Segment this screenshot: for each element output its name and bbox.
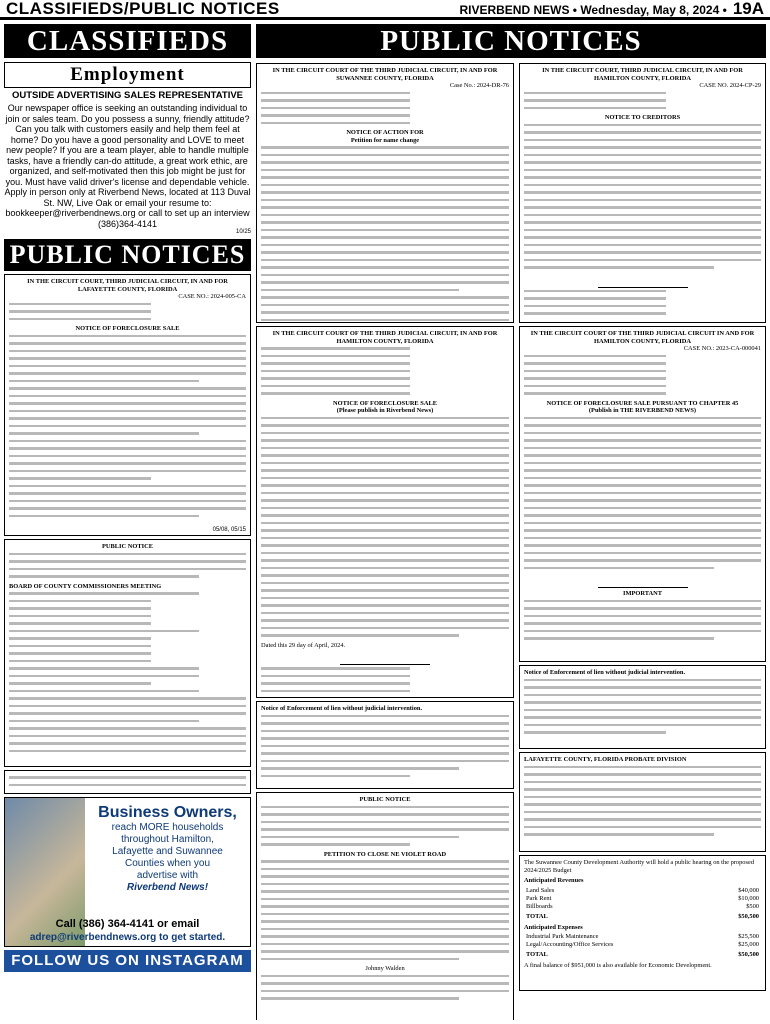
expense-total-label: TOTAL	[526, 951, 548, 959]
notice-heading: IN THE CIRCUIT COURT, THIRD JUDICIAL CIRCUIT, IN AND FOR LAFAYETTE COUNTY, FLORIDA	[27, 278, 228, 293]
notice-text-lines	[261, 417, 509, 637]
notice-text-lines	[524, 92, 761, 110]
employment-date: 10/25	[235, 229, 251, 235]
notice-budget-hearing	[519, 855, 766, 991]
notice-text-lines	[9, 553, 246, 578]
row-label: Legal/Accounting/Office Services	[526, 941, 614, 949]
notice-subtitle: (Publish in THE RIVERBEND NEWS)	[588, 407, 697, 415]
notice-signature-name: Johnny Walden	[365, 965, 405, 972]
notice-intro: The Suwannee County Development Authority will hold a public hearing on the proposed 2024/2025 Budget	[524, 859, 755, 874]
ad-line: Lafayette and Suwannee	[112, 846, 223, 857]
expense-heading: Anticipated Expenses	[524, 923, 583, 931]
notice-text-lines	[261, 806, 509, 846]
notice-road-closure	[256, 792, 514, 1020]
notice-text-lines	[524, 600, 761, 640]
employment-body: Our newspaper office is seeking an outstanding individual to join or sales team. Do you possess a sunny, friendly attitude? Can you talk with customers easily and help them feel at home? Do you have a good personality and LOVE to meet new people? If you are a team player, able to handle multiple tasks, have a friendly can-do attitude, a great work ethic, are organized, and self-motivated then this job might be just for you. Must have valid driver's license and dependable vehicle. Apply in person only at Riverbend News, located at 113 Duval St. NW, Live Oak or email your resume to: bookkeeper@riverbendnews.org or call to set up an interview (386)364-4141	[4, 103, 251, 229]
left-column	[4, 24, 251, 1020]
notice-title: LAFAYETTE COUNTY, FLORIDA PROBATE DIVISION	[524, 756, 687, 763]
notice-probate	[519, 752, 766, 852]
masthead	[459, 0, 764, 19]
notice-subtitle: (Please publish in Riverbend News)	[336, 407, 434, 414]
notice-text-lines	[9, 303, 246, 321]
notice-foreclosure-lafayette	[4, 274, 251, 536]
notice-case: Case No.: 2024-DR-76	[449, 82, 509, 89]
notice-text-lines	[524, 124, 761, 269]
notice-case: CASE NO.: 2023-CA-000041	[683, 345, 761, 352]
advertise-ad[interactable]	[4, 797, 251, 947]
notice-title: PUBLIC NOTICE	[102, 543, 153, 550]
table-row	[524, 913, 761, 921]
notice-title: NOTICE OF ACTION FOR	[346, 129, 424, 137]
ad-line: advertise with	[136, 870, 199, 881]
notice-heading: IN THE CIRCUIT COURT OF THE THIRD JUDICIAL CIRCUIT, IN AND FOR SUWANNEE COUNTY, FLORIDA	[272, 67, 498, 82]
notice-text-lines	[261, 92, 509, 125]
notice-text-lines	[524, 679, 761, 734]
notice-title: NOTICE OF FORECLOSURE SALE	[75, 325, 180, 333]
notice-text-lines	[261, 146, 509, 323]
notice-name-change	[256, 63, 514, 323]
notice-dated: Dated this 29 day of April, 2024.	[261, 641, 346, 649]
notice-text-lines	[524, 417, 761, 570]
ad-line: Counties when you	[124, 858, 211, 869]
row-value: $40,000	[738, 886, 759, 894]
notice-text-lines	[261, 667, 509, 698]
notice-text-lines	[524, 766, 761, 836]
notice-text-lines	[9, 592, 246, 752]
notice-heading: IN THE CIRCUIT COURT, THIRD JUDICIAL CIRCUIT, IN AND FOR HAMILTON COUNTY, FLORIDA	[542, 67, 743, 82]
expense-table	[524, 933, 761, 949]
revenue-heading: Anticipated Revenues	[524, 877, 584, 885]
page-header	[0, 0, 770, 20]
notice-case: CASE NO. 2024-CP-29	[699, 82, 761, 89]
notice-text-lines	[261, 975, 509, 1000]
instagram-banner[interactable]: FOLLOW US ON INSTAGRAM	[4, 950, 251, 972]
employment-title: OUTSIDE ADVERTISING SALES REPRESENTATIVE	[11, 90, 244, 101]
notice-case: CASE NO.: 2024-005-CA	[178, 293, 246, 300]
ad-headline: Business Owners,	[98, 804, 237, 821]
row-value: $25,000	[738, 941, 759, 949]
page-number: 19A	[732, 0, 764, 18]
revenue-total-label: TOTAL	[526, 912, 548, 920]
revenue-total-table	[524, 913, 761, 921]
row-value: $500	[746, 902, 759, 910]
right-column	[519, 60, 766, 1020]
notice-title: Notice of Enforcement of lien without judicial intervention.	[524, 669, 686, 676]
row-label: Billboards	[526, 902, 553, 910]
table-row	[524, 887, 761, 895]
table-row	[524, 941, 761, 949]
notice-text-lines	[261, 347, 509, 395]
public-notices-banner-top: PUBLIC NOTICES	[256, 24, 766, 58]
section-title: CLASSIFIEDS/PUBLIC NOTICES	[6, 0, 280, 18]
revenue-table	[524, 887, 761, 911]
notice-subtitle: BOARD OF COUNTY COMMISSIONERS MEETING	[9, 582, 162, 590]
notice-heading: IN THE CIRCUIT COURT OF THE THIRD JUDICIAL CIRCUIT IN AND FOR HAMILTON COUNTY, FLORIDA	[530, 330, 755, 345]
table-row	[524, 903, 761, 911]
notice-lien-enforcement-2	[519, 665, 766, 749]
notice-heading: IN THE CIRCUIT COURT OF THE THIRD JUDICIAL CIRCUIT, IN AND FOR HAMILTON COUNTY, FLORIDA	[272, 330, 498, 345]
signature	[598, 574, 688, 588]
notice-text-lines	[524, 355, 761, 395]
table-row	[524, 895, 761, 903]
row-label: Industrial Park Maintenance	[526, 933, 599, 941]
notice-text-lines	[524, 290, 761, 315]
notice-text-lines	[9, 776, 246, 786]
employment-heading: Employment	[4, 62, 251, 88]
table-row	[524, 933, 761, 941]
notice-title: PUBLIC NOTICE	[359, 796, 411, 803]
notice-date: 05/08, 05/15	[212, 527, 246, 533]
notice-title: Notice of Enforcement of lien without judicial intervention.	[261, 705, 423, 712]
notice-lien-enforcement	[256, 701, 514, 789]
ad-line: throughout Hamilton,	[121, 834, 214, 845]
notice-text-lines	[261, 715, 509, 778]
notice-foreclosure-hamilton	[256, 326, 514, 698]
row-label: Land Sales	[526, 886, 555, 894]
notice-important: IMPORTANT	[622, 590, 663, 598]
notice-public-board	[4, 539, 251, 767]
notice-suwannee-authority	[4, 770, 251, 794]
expense-total-value: $50,500	[738, 951, 759, 959]
expense-total-table	[524, 951, 761, 959]
row-label: Park Rent	[526, 894, 552, 902]
signature	[598, 274, 688, 288]
masthead-text: RIVERBEND NEWS • Wednesday, May 8, 2024 •	[459, 2, 727, 17]
row-value: $10,000	[738, 894, 759, 902]
table-row	[524, 951, 761, 959]
notice-title: NOTICE OF FORECLOSURE SALE PURSUANT TO CHAPTER 45	[546, 399, 739, 407]
notice-footer: A final balance of $951,000 is also available for Economic Development.	[524, 962, 712, 970]
public-notices-banner: PUBLIC NOTICES	[4, 239, 251, 271]
notice-foreclosure-chapter45	[519, 326, 766, 662]
revenue-total-value: $50,500	[738, 912, 759, 920]
middle-column	[256, 60, 514, 1020]
notice-subtitle: PETITION TO CLOSE NE VIOLET ROAD	[323, 850, 447, 858]
notice-title-sub: Petition for name change	[350, 136, 420, 144]
notice-title: NOTICE TO CREDITORS	[604, 114, 681, 122]
notice-text-lines	[9, 335, 246, 518]
ad-phone: Call (386) 364-4141 or email	[55, 918, 200, 930]
ad-line: reach MORE households	[111, 822, 224, 833]
notice-title: NOTICE OF FORECLOSURE SALE	[333, 399, 437, 407]
ad-brand: Riverbend News!	[126, 882, 209, 893]
ad-email-link[interactable]: adrep@riverbendnews.org to get started.	[29, 932, 226, 943]
notice-text-lines	[261, 860, 509, 960]
classifieds-banner: CLASSIFIEDS	[4, 24, 251, 58]
row-value: $25,500	[738, 933, 759, 941]
notice-to-creditors	[519, 63, 766, 323]
signature	[340, 651, 430, 665]
